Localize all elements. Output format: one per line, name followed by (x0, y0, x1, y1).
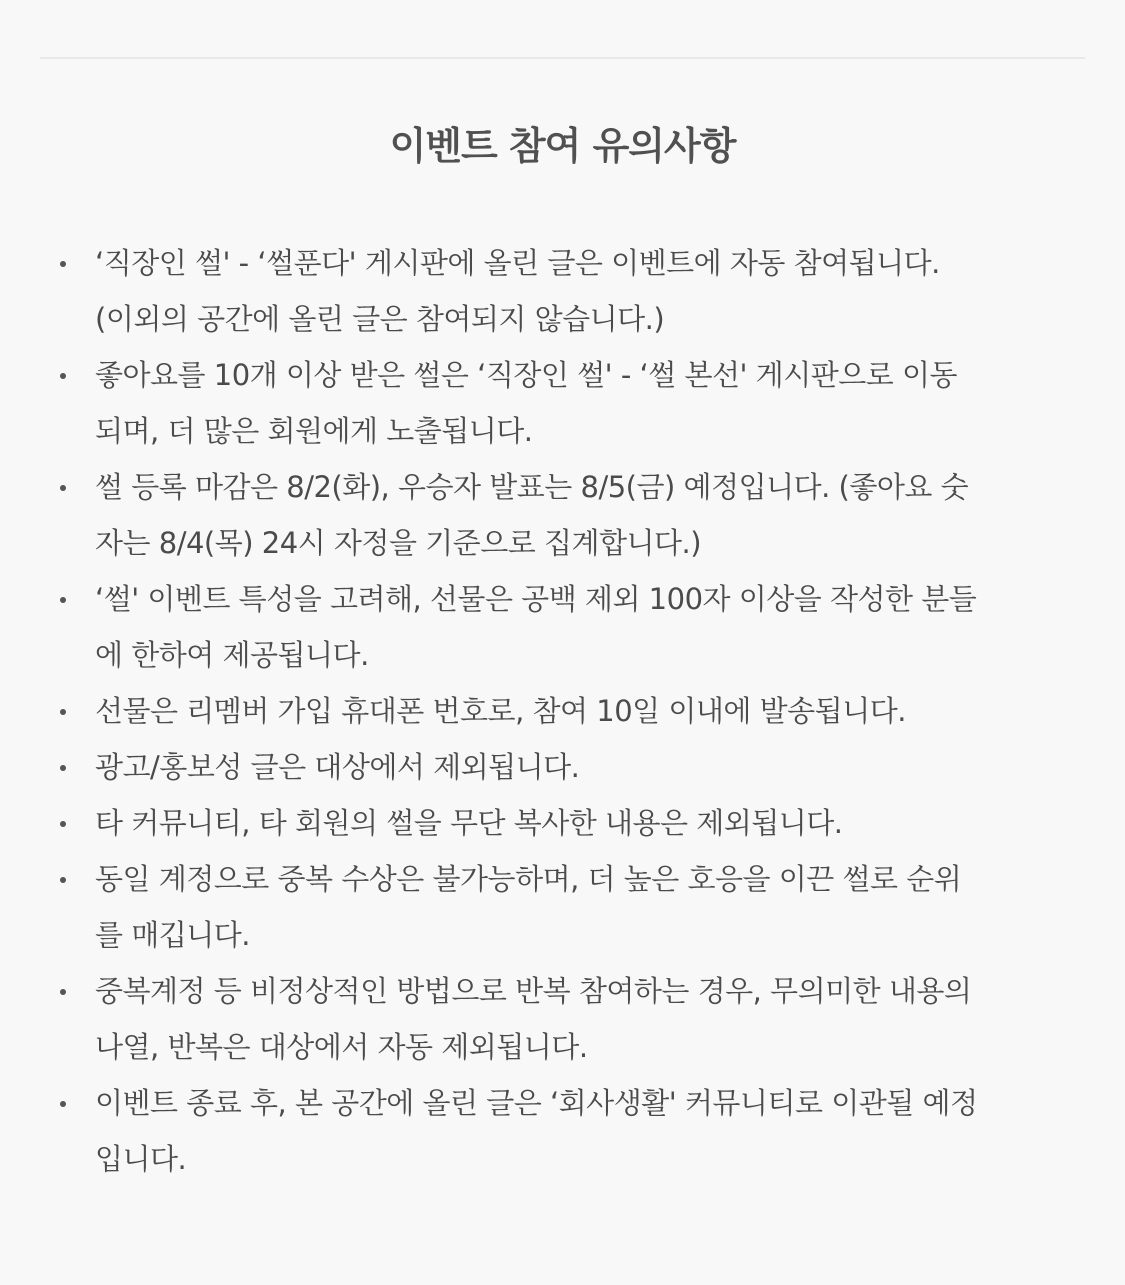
list-item-text: ‘직장인 썰' - ‘썰푼다' 게시판에 올린 글은 이벤트에 자동 참여됩니다. (95, 246, 940, 280)
list-item (0, 683, 1125, 739)
bullet-icon (60, 485, 66, 491)
top-divider (40, 57, 1085, 59)
bullet-icon (60, 261, 66, 267)
notice-title: 이벤트 참여 유의사항 (389, 124, 736, 168)
list-item-text: ‘썰' 이벤트 특성을 고려해, 선물은 공백 제외 100자 이상을 작성한 분들 (95, 582, 977, 616)
list-item-text: 동일 계정으로 중복 수상은 불가능하며, 더 높은 호응을 이끈 썰로 순위 (95, 862, 962, 896)
list-item-text: 광고/홍보성 글은 대상에서 제외됩니다. (95, 750, 580, 784)
list-item-text: 이벤트 종료 후, 본 공간에 올린 글은 ‘회사생활' 커뮤니티로 이관될 예정 (95, 1086, 978, 1120)
list-item-text: 나열, 반복은 대상에서 자동 제외됩니다. (95, 1030, 588, 1064)
bullet-icon (60, 373, 66, 379)
list-item (0, 795, 1125, 851)
list-item-text: 썰 등록 마감은 8/2(화), 우승자 발표는 8/5(금) 예정입니다. (좋아요 숫 (95, 470, 969, 504)
list-item-text: 에 한하여 제공됩니다. (95, 638, 369, 672)
list-item-text: 자는 8/4(목) 24시 자정을 기준으로 집계합니다.) (95, 526, 702, 560)
list-item-text: 타 커뮤니티, 타 회원의 썰을 무단 복사한 내용은 제외됩니다. (95, 806, 843, 840)
list-item (0, 851, 1125, 963)
list-item (0, 459, 1125, 571)
list-item-text: 를 매깁니다. (95, 918, 251, 952)
list-item (0, 571, 1125, 683)
list-item (0, 963, 1125, 1075)
list-item (0, 739, 1125, 795)
bullet-icon (60, 597, 66, 603)
list-item-text: 되며, 더 많은 회원에게 노출됩니다. (95, 414, 533, 448)
bullet-icon (60, 765, 66, 771)
list-item-text: 중복계정 등 비정상적인 방법으로 반복 참여하는 경우, 무의미한 내용의 (95, 974, 972, 1008)
bullet-icon (60, 989, 66, 995)
list-item-text: 선물은 리멤버 가입 휴대폰 번호로, 참여 10일 이내에 발송됩니다. (95, 694, 906, 728)
list-item (0, 1075, 1125, 1187)
list-item-text: (이외의 공간에 올린 글은 참여되지 않습니다.) (95, 302, 665, 336)
list-item (0, 235, 1125, 347)
list-item (0, 347, 1125, 459)
bullet-icon (60, 709, 66, 715)
list-item-text: 좋아요를 10개 이상 받은 썰은 ‘직장인 썰' - ‘썰 본선' 게시판으로 이동 (95, 358, 957, 392)
notice-list (0, 235, 1125, 1187)
bullet-icon (60, 877, 66, 883)
list-item-text: 입니다. (95, 1142, 187, 1176)
bullet-icon (60, 1101, 66, 1107)
bullet-icon (60, 821, 66, 827)
